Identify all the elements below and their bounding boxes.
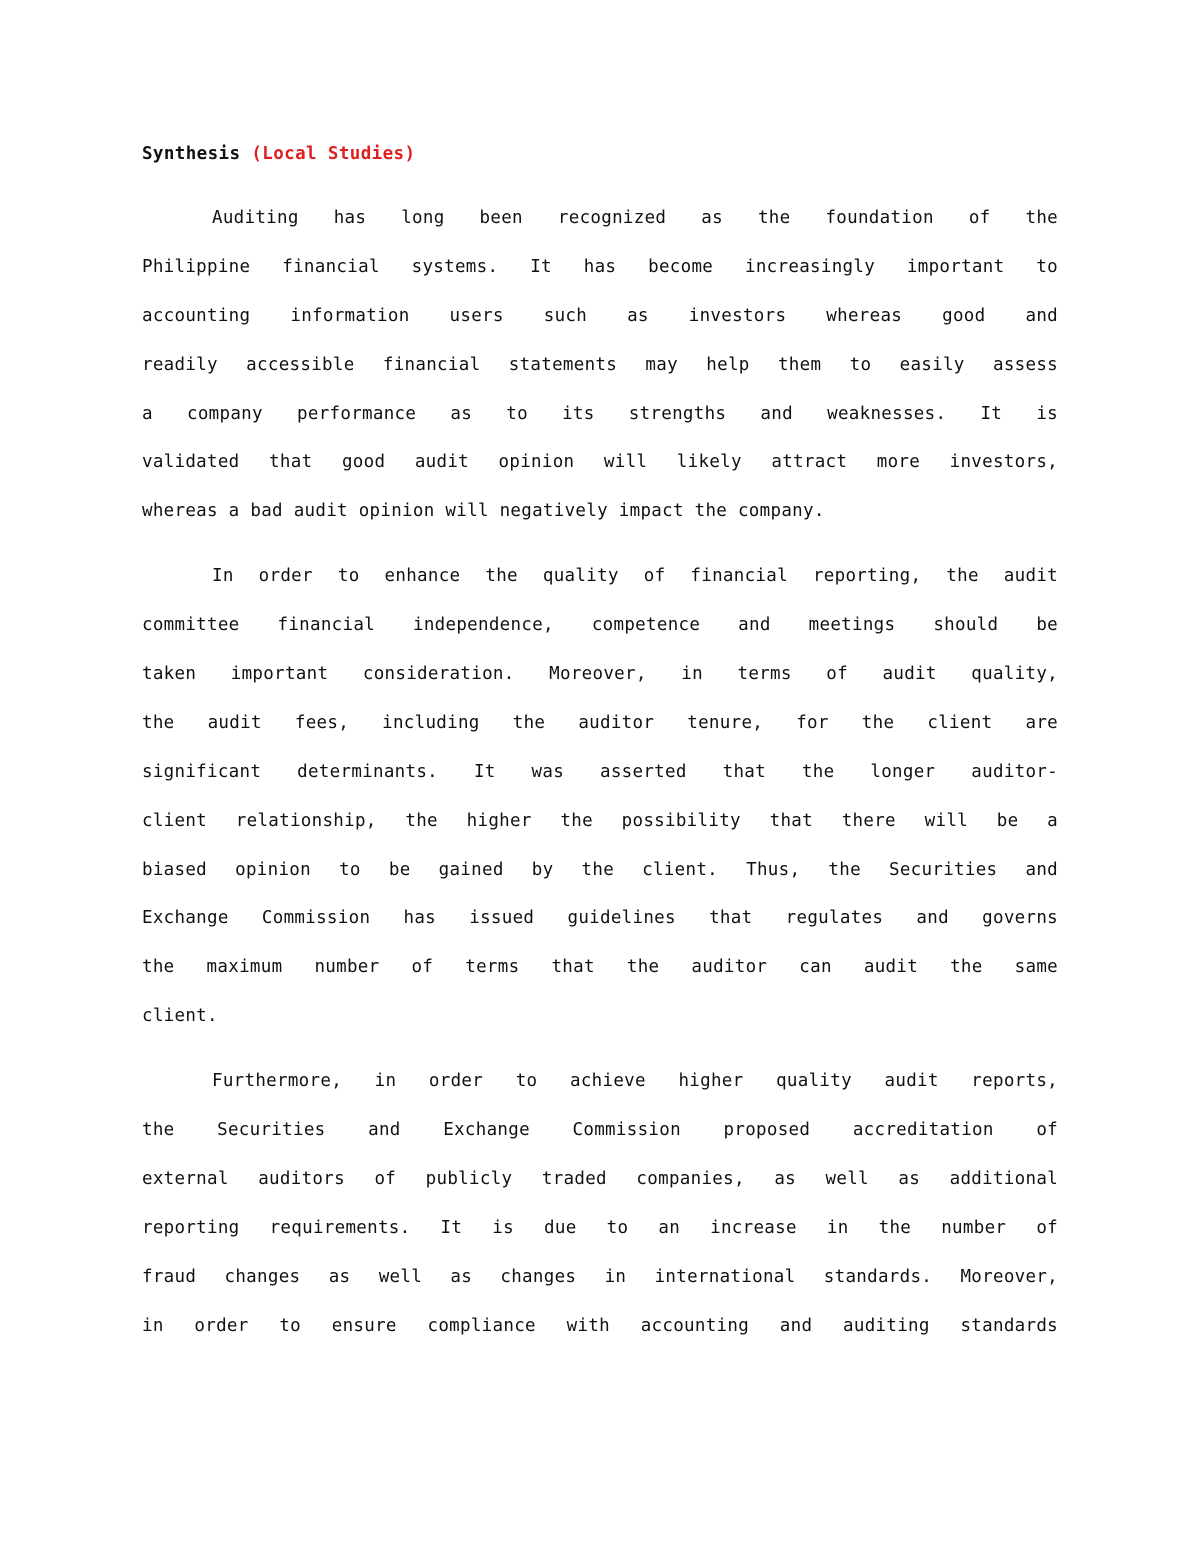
paragraph-line: the maximum number of terms that the auditor can audit the same — [142, 957, 1058, 978]
paragraph-line: whereas a bad audit opinion will negatively impact the company. — [142, 501, 825, 522]
paragraph-line: Auditing has long been recognized as the foundation of the — [212, 208, 1058, 228]
paragraph-line: Furthermore, in order to achieve higher quality audit reports, — [212, 1071, 1058, 1092]
paragraph-line: taken important consideration. Moreover, in terms of audit quality, — [142, 664, 1058, 685]
paragraph-2 — [142, 561, 1058, 1050]
heading-title: Synthesis — [142, 144, 241, 164]
paragraph-line: client relationship, the higher the possibility that there will be a — [142, 810, 1058, 831]
paragraph-line: external auditors of publicly traded companies, as well as additional — [142, 1168, 1058, 1189]
paragraph-3 — [142, 1066, 1058, 1359]
paragraph-line: accounting information users such as investors whereas good and — [142, 305, 1058, 326]
paragraph-line: the audit fees, including the auditor tenure, for the client are — [142, 712, 1058, 733]
paragraph-line: reporting requirements. It is due to an increase in the number of — [142, 1217, 1058, 1238]
paragraph-line: committee financial independence, competence and meetings should be — [142, 615, 1058, 636]
paragraph-line: in order to ensure compliance with accounting and auditing standards — [142, 1315, 1058, 1336]
paragraph-line: the Securities and Exchange Commission proposed accreditation of — [142, 1120, 1058, 1141]
heading-subtitle: (Local Studies) — [251, 144, 416, 164]
paragraph-line: significant determinants. It was asserted that the longer auditor- — [142, 761, 1058, 782]
paragraph-line: Exchange Commission has issued guidelines that regulates and governs — [142, 908, 1058, 929]
paragraph-line: readily accessible financial statements may help them to easily assess — [142, 354, 1058, 375]
paragraph-line: fraud changes as well as changes in international standards. Moreover, — [142, 1266, 1058, 1287]
section-heading — [142, 139, 1058, 169]
paragraph-line: In order to enhance the quality of financial reporting, the audit — [212, 566, 1058, 587]
paragraph-line: a company performance as to its strengths and weaknesses. It is — [142, 403, 1058, 424]
paragraph-line: client. — [142, 1006, 218, 1027]
paragraph-line: validated that good audit opinion will likely attract more investors, — [142, 452, 1058, 473]
paragraph-line: Philippine financial systems. It has become increasingly important to — [142, 256, 1058, 277]
paragraph-1 — [142, 203, 1058, 545]
document-page — [142, 139, 1058, 1359]
paragraph-line: biased opinion to be gained by the client. Thus, the Securities and — [142, 859, 1058, 880]
